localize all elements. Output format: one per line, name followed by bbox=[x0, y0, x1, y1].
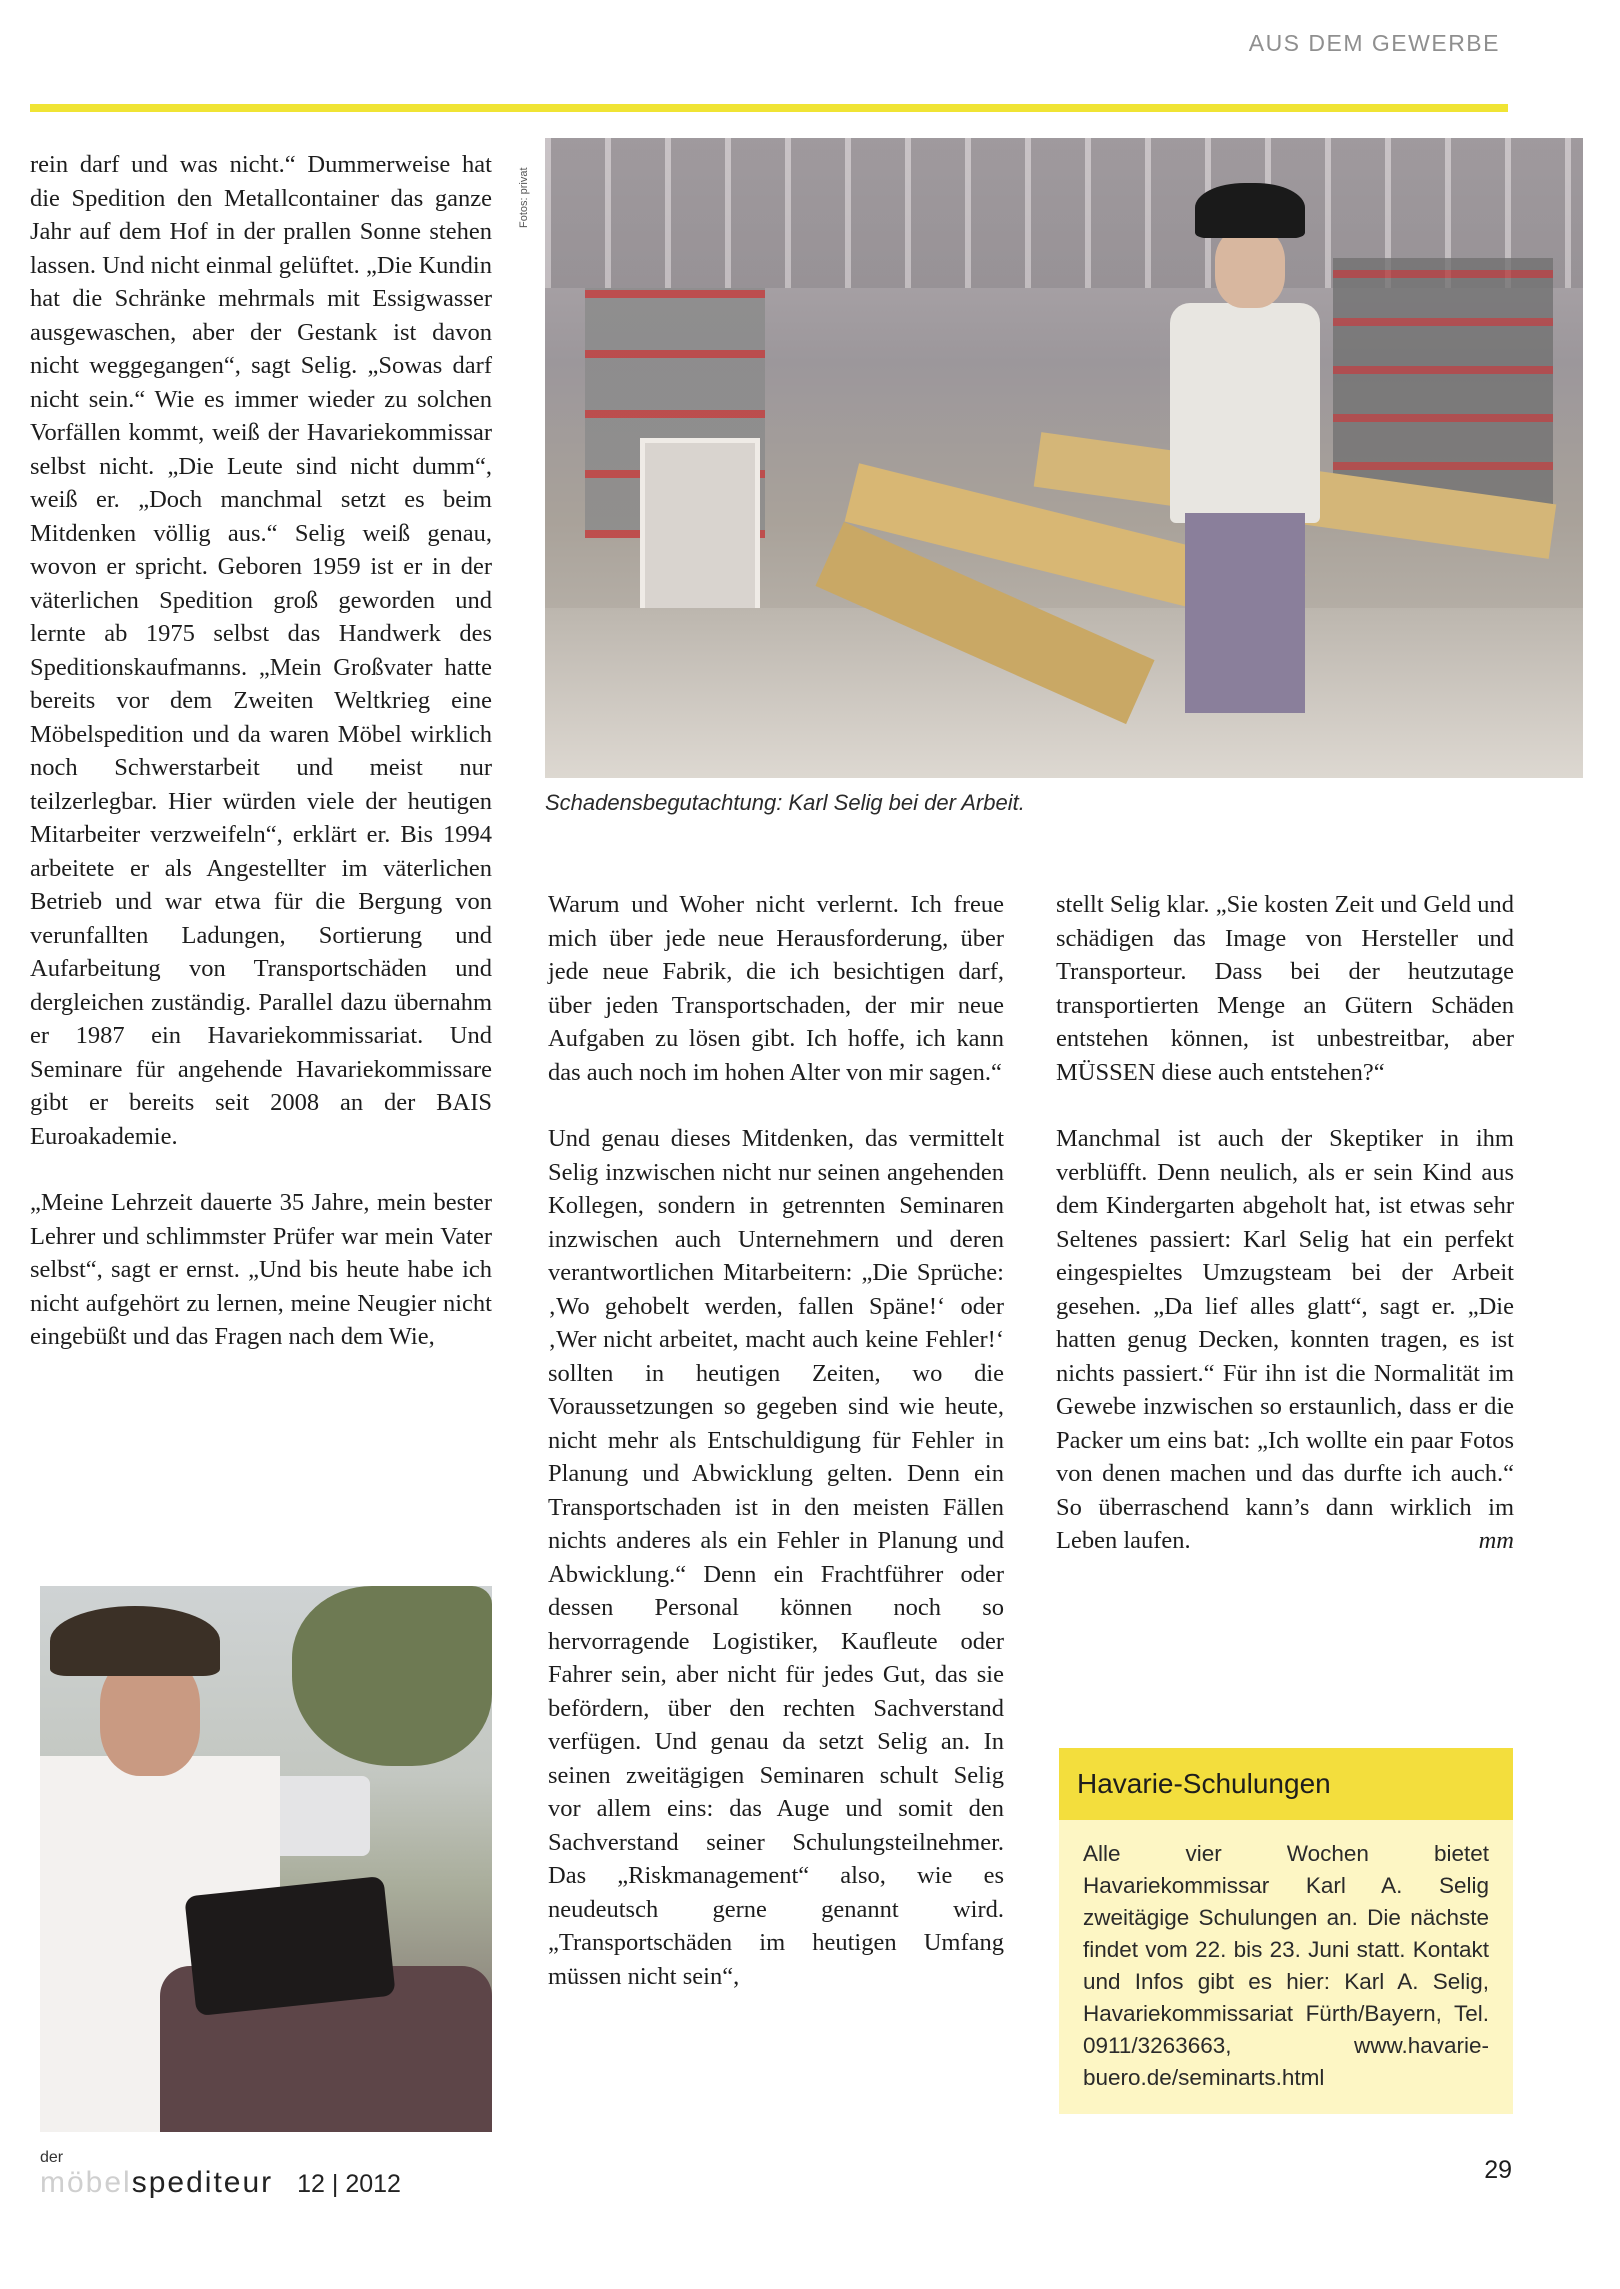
author-signature: mm bbox=[1478, 1527, 1514, 1554]
section-label: AUS DEM GEWERBE bbox=[1248, 30, 1500, 56]
paragraph bbox=[1056, 1122, 1514, 1558]
paragraph: „Meine Lehrzeit dauerte 35 Jahre, mein bester Lehrer und schlimmster Prüfer war mein Vater selbst“, sagt er ernst. „Und bis heute habe ich nicht aufgehört zu lernen, meine Neugier nicht eingebüßt und das Fragen nach dem Wie, bbox=[30, 1189, 492, 1350]
paragraph: Warum und Woher nicht verlernt. Ich freue mich über jede neue Herausforderung, über jede neue Fabrik, die ich besichtigen darf, über jeden Transportschaden, der mir neue Aufgaben zu lösen gibt. Ich hoffe, ich kann das auch noch im hohen Alter von mir sagen.“ bbox=[548, 891, 1004, 1086]
photo-credit: Fotos: privat bbox=[518, 167, 530, 228]
article-column-2 bbox=[548, 888, 1004, 1993]
info-box-body: Alle vier Wochen bietet Havariekommissar Karl A. Selig zweitägige Schulungen an. Die nächste findet vom 22. bis 23. Juni statt. Kontakt und Infos gibt es hier: Karl A. Selig, Havariekommissariat Fürth/Bayern, Tel. 0911/3263663, www.havarie-buero.de/seminarts.html bbox=[1083, 1841, 1489, 2090]
paragraph: rein darf und was nicht.“ Dummerweise hat die Spedition den Metallcontainer das ganze Jahr auf dem Hof in der prallen Sonne stehen lassen. Und nicht einmal gelüftet. „Die Kundin hat die Schränke mehrmals mit Essigwasser ausgewaschen, aber der Gestank ist davon nicht weggegangen“, sagt Selig. „Sowas darf nicht sein.“ Wie es immer wieder zu solchen Vorfällen kommt, weiß der Havariekommissar selbst nicht. „Die Leute sind nicht dumm“, weiß er. „Doch manchmal setzt es beim Mitdenken völlig aus.“ Selig weiß genau, wovon er spricht. Geboren 1959 ist er in der väterlichen Spedition groß geworden und lernte ab 1975 selbst das Handwerk des Speditionskaufmanns. „Mein Großvater hatte bereits vor dem Zweiten Weltkrieg eine Möbelspedition und da waren Möbel wirklich noch Schwerstarbeit und meist nur teilzerlegbar. Hier würden viele der heutigen Mitarbeiter verzweifeln“, erklärt er. Bis 1994 arbeitete er als Angestellter im väterlichen Betrieb und war etwa für die Bergung von verunfallten Ladungen, Sortierung und Aufarbeitung von Transportschäden und dergleichen zuständig. Parallel dazu übernahm er 1987 ein Havariekommissariat. Und Seminare für angehende Havariekommissare gibt er bereits seit 2008 an der BAIS Euroakademie. bbox=[30, 151, 492, 1150]
info-box bbox=[1059, 1748, 1513, 2114]
article-column-3 bbox=[1056, 888, 1514, 1558]
person-figure bbox=[1155, 183, 1335, 723]
page-number: 29 bbox=[1484, 2156, 1512, 2184]
paragraph-text: Manchmal ist auch der Skeptiker in ihm verblüfft. Denn neulich, als er sein Kind aus dem Kindergarten abgeholt hat, ist etwas sehr Seltenes passiert: Karl Selig hat ein perfekt eingespieltes Umzugsteam bei der Arbeit gesehen. „Da lief alles glatt“, sagt er. „Die hatten genug Decken, konnten tragen, es ist nichts passiert.“ Für ihn ist die Normalität im Gewebe inzwischen so erstaunlich, dass er die Packer um eins bat: „Ich wollte ein paar Fotos von denen machen und das durfte ich auch.“ So überraschend kann’s dann wirklich im Leben laufen. bbox=[1056, 1125, 1514, 1554]
logo-moebel: möbel bbox=[40, 2166, 132, 2199]
paragraph: stellt Selig klar. „Sie kosten Zeit und Geld und schädigen das Image von Hersteller und Transporteur. Dass bei der heutzutage transportierten Menge an Gütern Schäden entstehen können, ist unbestreitbar, aber MÜSSEN diese auch entstehen?“ bbox=[1056, 891, 1514, 1086]
portrait-photo bbox=[40, 1586, 492, 2132]
logo-der: der bbox=[40, 2149, 64, 2166]
paragraph: Und genau dieses Mitdenken, das vermittelt Selig inzwischen nicht nur seinen angehenden Kollegen, sondern in getrennten Seminaren inzwischen auch Unternehmern und deren verantwortlichen Mitarbeitern: „Die Sprüche: ‚Wo gehobelt werden, fallen Späne!‘ oder ‚Wer nicht arbeitet, macht auch keine Fehler!‘ sollten in heutigen Zeiten, wo die Voraussetzungen so gegeben sind wie heute, nicht mehr als Entschuldigung für Fehler in Planung und Abwicklung gelten. Denn ein Transportschaden ist in den meisten Fällen nichts anderes als ein Fehler in Planung und Abwicklung.“ Denn ein Frachtführer oder dessen Personal können noch so hervorragende Logistiker, Kaufleute oder Fahrer sein, aber nicht für jedes Gut, das sie befördern, über den rechten Sachverstand verfügen. Und genau da setzt Selig an. In seinen zweitägigen Seminaren schult Selig vor allem eins: das Auge und somit den Sachverstand seiner Schulungsteilnehmer. Das „Riskmanagement“ also, wie es neudeutsch gerne genannt wird. „Transportschäden im heutigen Umfang müssen nicht sein“, bbox=[548, 1125, 1004, 1990]
photo-caption: Schadensbegutachtung: Karl Selig bei der Arbeit. bbox=[545, 790, 1025, 815]
warehouse-photo bbox=[545, 138, 1583, 778]
issue-number: 12 | 2012 bbox=[297, 2170, 401, 2198]
magazine-logo bbox=[40, 2150, 401, 2200]
logo-spediteur: spediteur bbox=[131, 2166, 274, 2199]
article-column-1 bbox=[30, 148, 492, 1354]
info-box-title: Havarie-Schulungen bbox=[1059, 1748, 1513, 1820]
header-rule bbox=[30, 104, 1508, 112]
